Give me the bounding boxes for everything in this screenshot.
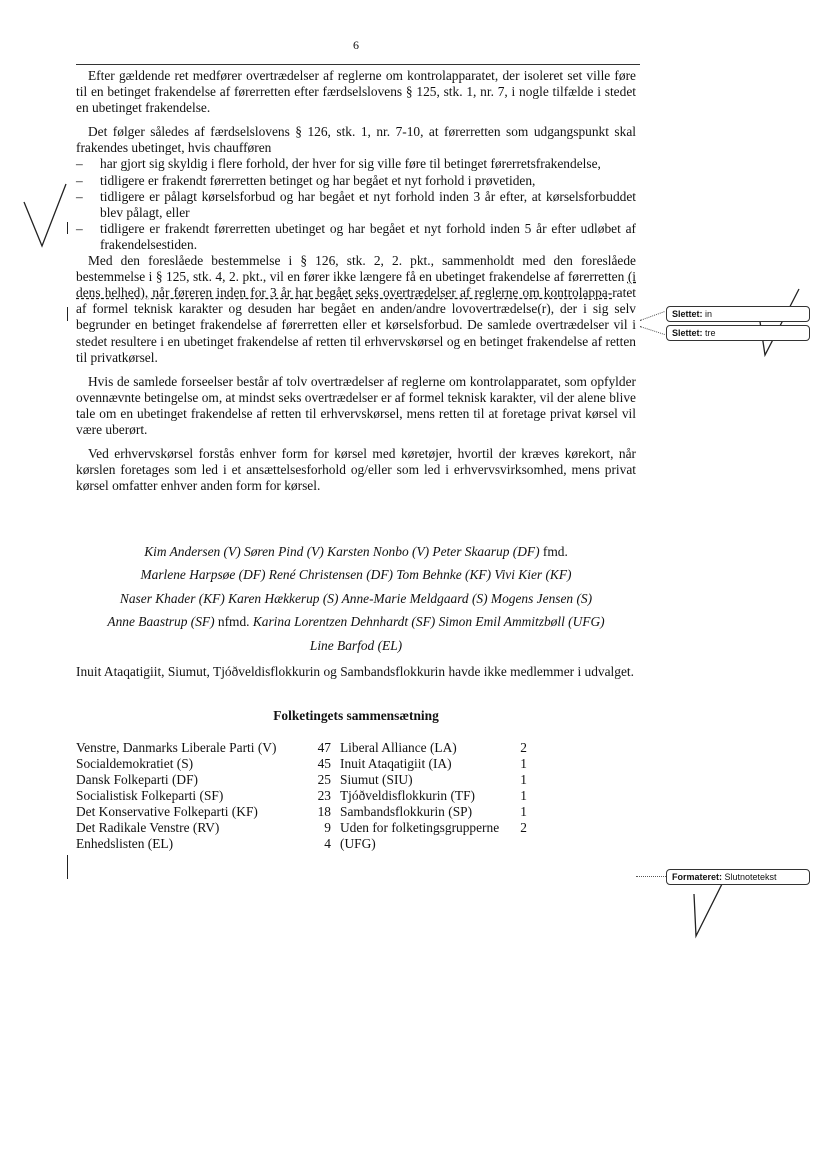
checkmark-icon — [20, 180, 70, 260]
party-row: Uden for folketingsgrupperne 2 — [340, 820, 527, 835]
comment-connector — [636, 876, 666, 877]
paragraph-5: Ved erhvervskørsel forstås enhver form for kørsel med køretøjer, hvortil der kræves kørekort, når kørslen foretages som led i et ansættelsesforhold og/eller som led i erhvervsvirksomhed, mens privat kørsel omfatter enhver anden form for kørsel. — [76, 446, 636, 494]
party-row: Enhedslisten (EL) 4 — [76, 836, 331, 851]
change-bar — [67, 855, 68, 879]
checkmark-icon — [688, 880, 728, 940]
list-item: – tidligere er frakendt førerretten ubetinget og har begået et nyt forhold inden 5 år efter udløbet af frakendelsestiden. — [76, 221, 636, 253]
change-bar — [67, 307, 68, 321]
party-row: Liberal Alliance (LA) 2 — [340, 740, 527, 755]
header-rule — [76, 64, 640, 65]
members-line: Anne Baastrup (SF) nfmd. Karina Lorentzen Dehnhardt (SF) Simon Emil Ammitzbøll (UFG) — [107, 614, 605, 630]
party-row: Tjóðveldisflokkurin (TF) 1 — [340, 788, 527, 803]
members-line: Line Barfod (EL) — [309, 637, 403, 653]
party-row: Det Konservative Folkeparti (KF) 18 — [76, 804, 331, 819]
members-line: Naser Khader (KF) Karen Hækkerup (S) Anne-Marie Meldgaard (S) Mogens Jensen (S) — [119, 590, 593, 606]
party-row: Sambandsflokkurin (SP) 1 — [340, 804, 527, 819]
committee-note: Inuit Ataqatigiit, Siumut, Tjóðveldisflokkurin og Sambandsflokkurin havde ikke medlemmer i udvalget. — [76, 664, 634, 679]
page-number: 6 — [353, 38, 359, 52]
paragraph-4: Hvis de samlede forseelser består af tolv overtrædelser af reglerne om kontrolapparatet, som opfylder ovennævnte betingelse om, at mindst seks overtrædelser er af formel teknisk karakter, vil der alene blive tale om en ubetinget frakendelse af retten til erhvervskørsel, mens retten til at foretage privat kørsel vil være uberørt. — [76, 373, 636, 437]
paragraph-3-part-a: Med den foreslåede bestemmelse i § 126, stk. 2, 2. pkt., sammenholdt med den foreslåede bestemmelse i § 125, stk. 4, 2. pkt., vil en fører ikke længere få en ubetinget frakendelse af førerretten — [76, 253, 636, 285]
party-row: Venstre, Danmarks Liberale Parti (V) 47 — [76, 740, 331, 755]
members-line: Kim Andersen (V) Søren Pind (V) Karsten Nonbo (V) Peter Skaarup (DF) fmd. — [144, 544, 568, 559]
format-comment[interactable]: Formateret: Slutnotetekst — [666, 869, 810, 885]
party-row: Siumut (SIU) 1 — [340, 772, 527, 787]
parties-left-column — [76, 740, 331, 852]
checkmark-icon — [755, 285, 805, 360]
list-item: – tidligere er pålagt kørselsforbud og har begået et nyt forhold inden 3 år efter, at kørselsforbuddet blev pålagt, eller — [76, 189, 636, 221]
comment-connector — [640, 311, 665, 321]
paragraph-2: Det følger således af færdselslovens § 126, stk. 1, nr. 7-10, at førerretten som udgangspunkt skal frakendes ubetinget, hvis chaufføren — [76, 124, 636, 156]
tracked-insertion: (i dens helhed), når føreren inden for 3 år har begået seks overtrædelser af reglerne om kontrolappa- — [76, 269, 636, 301]
paragraph-1: Efter gældende ret medfører overtrædelser af reglerne om kontrolapparatet, der isoleret set ville føre til en betinget frakendelse af førerretten efter færdselslovens § 125, stk. 1, nr. 7, i nogle tilfælde i stedet en ubetinget frakendelse. — [76, 68, 636, 116]
deletion-comment[interactable]: Slettet: tre — [666, 325, 810, 341]
deletion-comment[interactable]: Slettet: in — [666, 306, 810, 322]
members-line: Marlene Harpsøe (DF) René Christensen (DF) Tom Behnke (KF) Vivi Kier (KF) — [140, 567, 572, 583]
composition-title: Folketingets sammensætning — [273, 708, 439, 723]
comment-connector — [640, 326, 665, 335]
party-row: Det Radikale Venstre (RV) 9 — [76, 820, 331, 835]
parties-right-column — [340, 740, 527, 852]
committee-members — [76, 540, 636, 657]
paragraph-3 — [76, 253, 636, 366]
party-row: Dansk Folkeparti (DF) 25 — [76, 772, 331, 787]
list-item: – har gjort sig skyldig i flere forhold, der hver for sig ville føre til betinget førerretsfrakendelse, — [76, 156, 636, 172]
list-item: – tidligere er frakendt førerretten betinget og har begået et nyt forhold i prøvetiden, — [76, 173, 636, 189]
party-row: Socialdemokratiet (S) 45 — [76, 756, 331, 771]
party-row: (UFG) — [340, 836, 376, 851]
main-text — [76, 68, 636, 502]
paragraph-3-part-b: ratet af formel teknisk karakter og desuden har begået en anden/andre lovovertrædelse(r), der i sig selv begrunder en betinget frakendelse af førerretten eller et kørselsforbud. De samlede overtrædelser vil i stedet resultere i en ubetinget frakendelse af retten til erhvervskørsel og en betinget frakendelse af retten til privatkørsel. — [76, 285, 636, 365]
party-row: Socialistisk Folkeparti (SF) 23 — [76, 788, 331, 803]
conditions-list — [76, 156, 636, 253]
party-row: Inuit Ataqatigiit (IA) 1 — [340, 756, 527, 771]
